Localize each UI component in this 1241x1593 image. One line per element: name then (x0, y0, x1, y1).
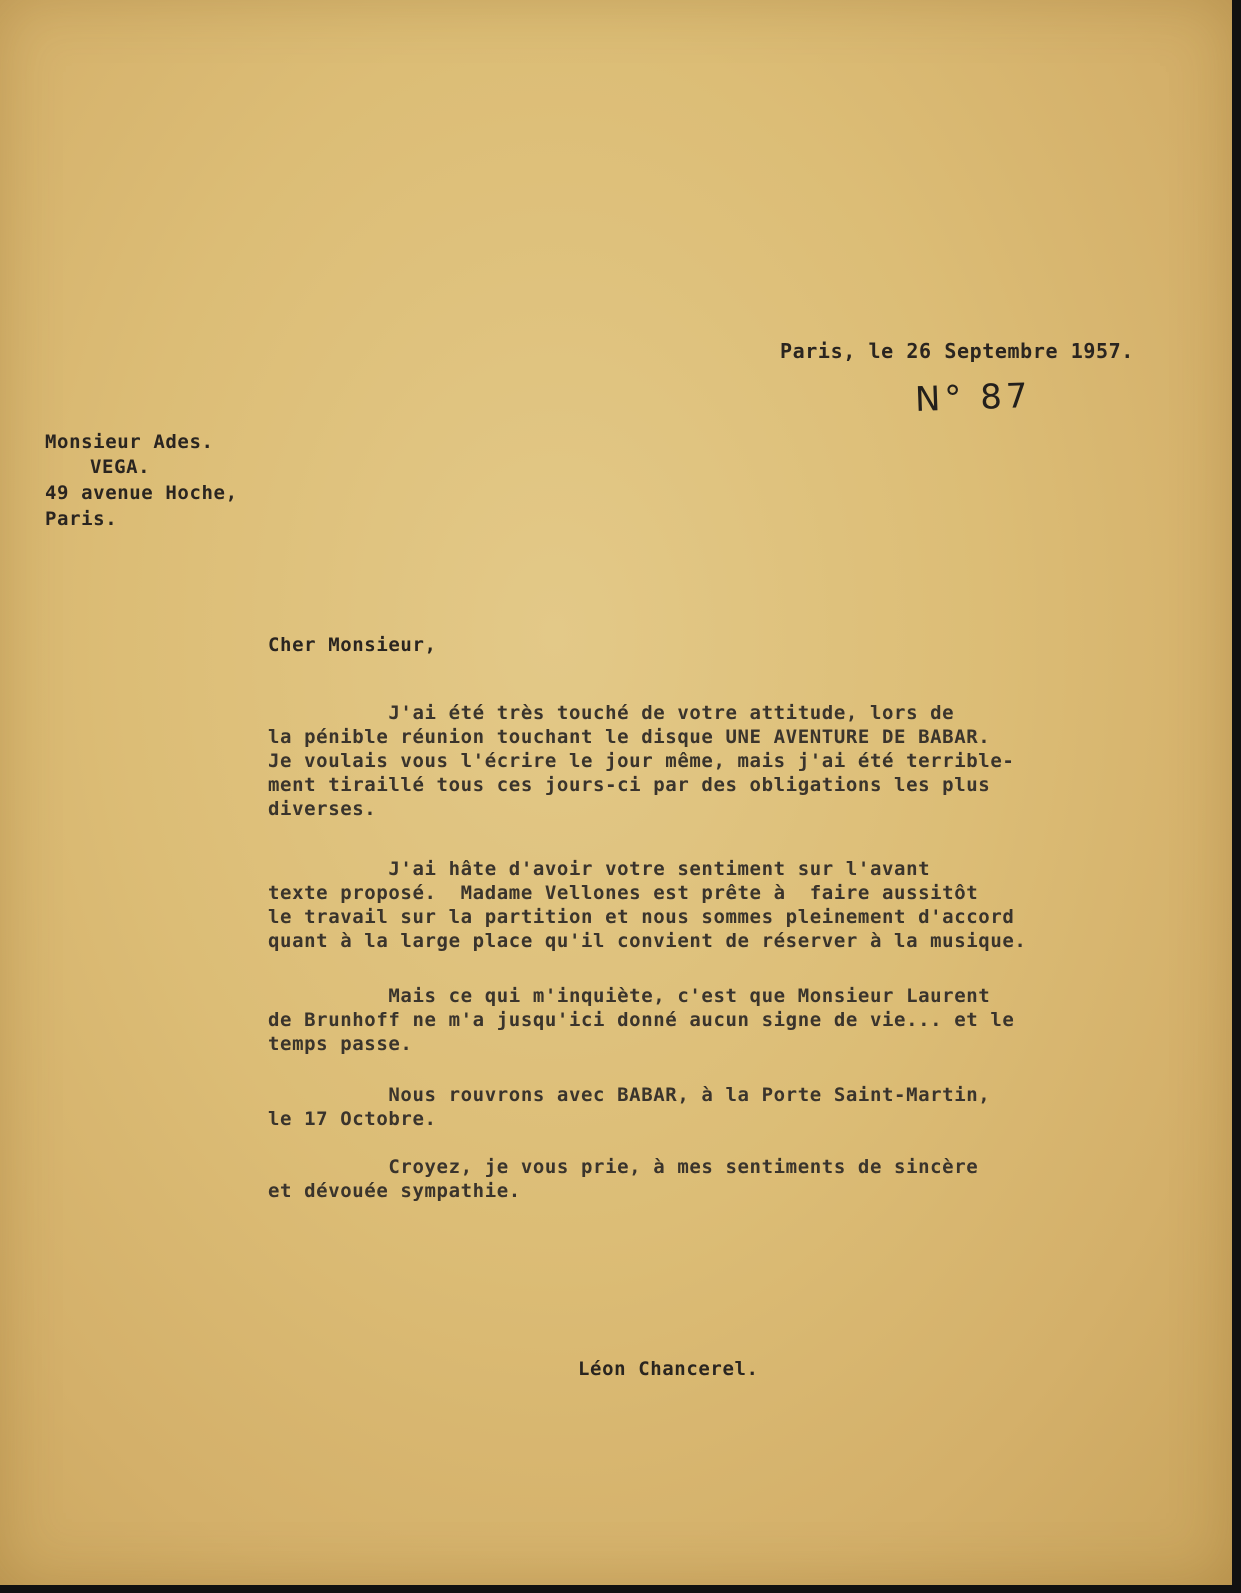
paragraph-5-line-2: et dévouée sympathie. (268, 1180, 521, 1202)
paragraph-2-line-3: le travail sur la partition et nous sommes pleinement d'accord (268, 906, 1015, 928)
paragraph-2-line-1: J'ai hâte d'avoir votre sentiment sur l'avant (268, 858, 931, 880)
handwritten-reference-number: N° 87 (914, 375, 1033, 421)
paragraph-1-line-2: la pénible réunion touchant le disque UNE AVENTURE DE BABAR. (268, 726, 991, 748)
paragraph-5-line-1: Croyez, je vous prie, à mes sentiments de sincère (268, 1156, 979, 1178)
paragraph-1-line-3: Je voulais vous l'écrire le jour même, mais j'ai été terrible- (268, 750, 1015, 772)
paragraph-1-line-4: ment tiraillé tous ces jours-ci par des obligations les plus (268, 774, 991, 796)
paragraph-2-line-4: quant à la large place qu'il convient de réserver à la musique. (268, 930, 1027, 952)
recipient-company: VEGA. (90, 456, 151, 478)
recipient-city: Paris. (45, 508, 118, 530)
recipient-name: Monsieur Ades. (45, 431, 214, 453)
scan-border-bottom (0, 1585, 1241, 1593)
letter-greeting: Cher Monsieur, (268, 634, 437, 656)
letter-signature: Léon Chancerel. (578, 1358, 759, 1380)
letter-date: Paris, le 26 Septembre 1957. (780, 339, 1134, 363)
paragraph-1-line-1: J'ai été très touché de votre attitude, lors de (268, 702, 955, 724)
paragraph-3-line-3: temps passe. (268, 1033, 413, 1055)
paragraph-2-line-2: texte proposé. Madame Vellones est prête à faire aussitôt (268, 882, 979, 904)
paragraph-4-line-1: Nous rouvrons avec BABAR, à la Porte Saint-Martin, (268, 1084, 991, 1106)
paragraph-3-line-1: Mais ce qui m'inquiète, c'est que Monsieur Laurent (268, 985, 991, 1007)
paragraph-1-line-5: diverses. (268, 798, 377, 820)
paragraph-3-line-2: de Brunhoff ne m'a jusqu'ici donné aucun signe de vie... et le (268, 1009, 1015, 1031)
recipient-street: 49 avenue Hoche, (45, 482, 238, 504)
paragraph-4-line-2: le 17 Octobre. (268, 1108, 437, 1130)
scan-border-right (1232, 0, 1241, 1593)
